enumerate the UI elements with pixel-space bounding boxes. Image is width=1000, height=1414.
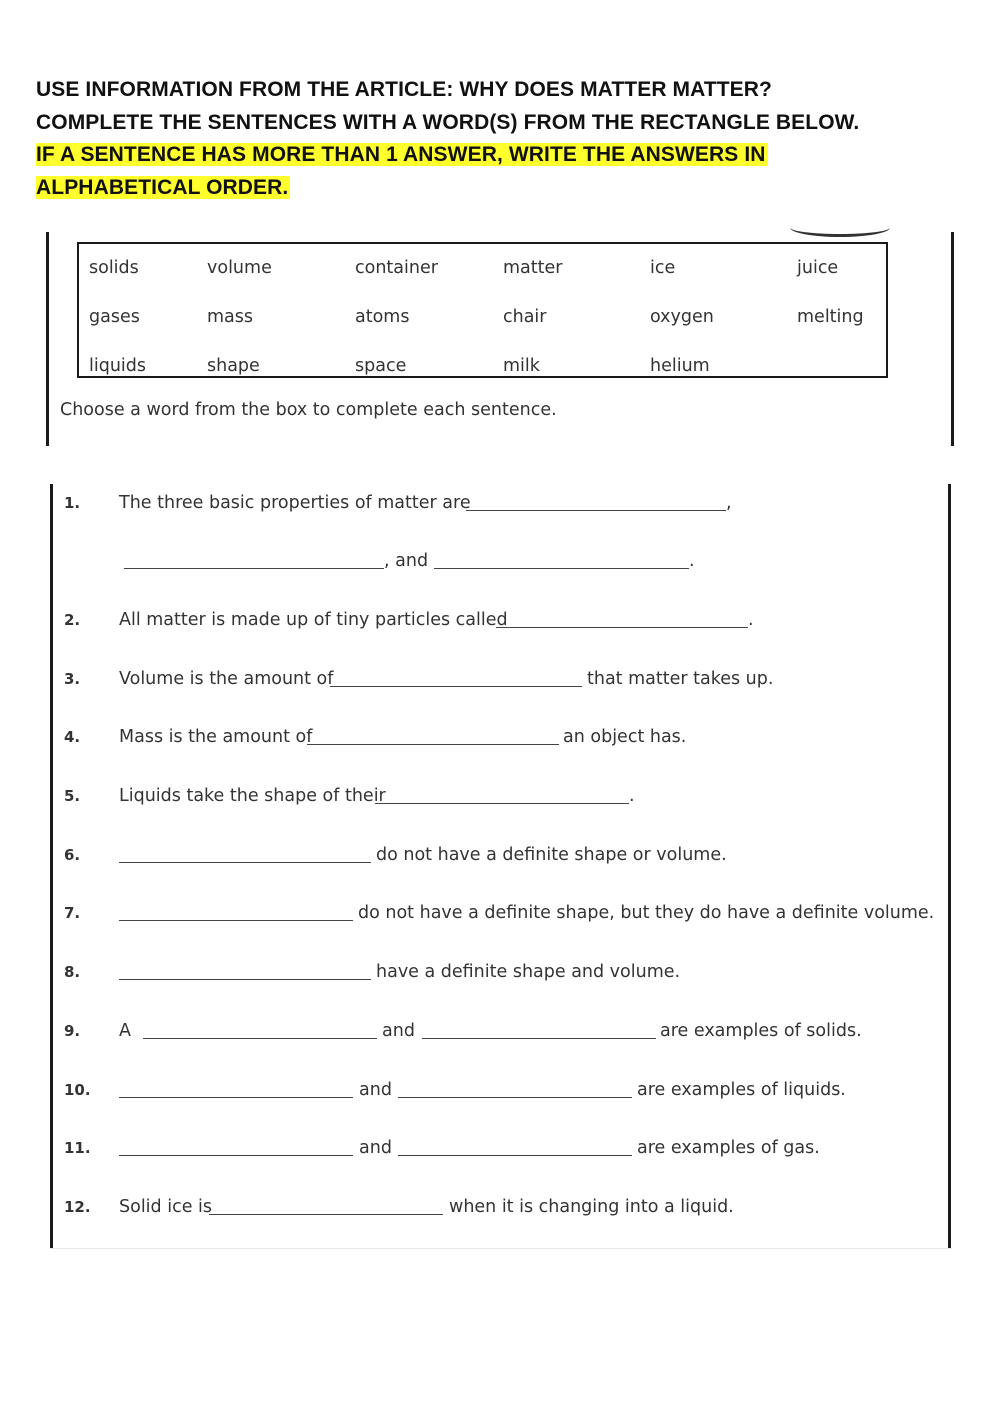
question-number: 6. — [64, 846, 81, 864]
question-1 — [64, 491, 944, 519]
question-number: 2. — [64, 611, 81, 629]
question-2 — [64, 608, 944, 636]
question-text: Mass is the amount of — [119, 727, 313, 747]
question-4 — [64, 725, 944, 753]
word-bank-item: gases — [89, 307, 140, 327]
question-text: and — [359, 1138, 392, 1158]
word-bank-item: helium — [650, 356, 710, 376]
question-10 — [64, 1078, 944, 1106]
word-bank-item: mass — [207, 307, 254, 327]
instructions — [36, 74, 976, 204]
question-number: 7. — [64, 904, 81, 922]
question-text: . — [689, 551, 695, 571]
word-bank-box — [77, 242, 888, 378]
question-text: and — [382, 1021, 415, 1041]
word-bank-item: ice — [650, 258, 676, 278]
answer-blank[interactable] — [434, 568, 689, 569]
answer-blank[interactable] — [119, 1155, 353, 1156]
question-text: that matter takes up. — [587, 669, 774, 689]
lower-right-border — [948, 484, 951, 1249]
question-6 — [64, 843, 944, 871]
word-bank-item: melting — [797, 307, 864, 327]
word-bank-item: oxygen — [650, 307, 714, 327]
word-bank-item: atoms — [355, 307, 410, 327]
question-text: when it is changing into a liquid. — [449, 1197, 734, 1217]
question-text: The three basic properties of matter are — [119, 493, 471, 513]
question-text: have a definite shape and volume. — [376, 962, 681, 982]
question-3 — [64, 667, 944, 695]
question-text: Liquids take the shape of their — [119, 786, 386, 806]
word-bank-item: volume — [207, 258, 272, 278]
instruction-line-2: COMPLETE THE SENTENCES WITH A WORD(S) FROM THE RECTANGLE BELOW. — [36, 110, 860, 134]
word-bank-item: milk — [503, 356, 540, 376]
word-bank-item: shape — [207, 356, 260, 376]
answer-blank[interactable] — [119, 920, 353, 921]
answer-blank[interactable] — [143, 1038, 377, 1039]
question-11 — [64, 1136, 944, 1164]
answer-blank[interactable] — [119, 1097, 353, 1098]
answer-blank[interactable] — [119, 979, 371, 980]
question-12 — [64, 1195, 944, 1223]
question-text: are examples of solids. — [660, 1021, 862, 1041]
answer-blank[interactable] — [398, 1097, 632, 1098]
word-bank-item: chair — [503, 307, 547, 327]
question-number: 4. — [64, 728, 81, 746]
answer-blank[interactable] — [375, 803, 629, 804]
question-text: , and — [384, 551, 429, 571]
instruction-line-4-highlighted: ALPHABETICAL ORDER. — [36, 175, 289, 199]
word-bank-item: space — [355, 356, 407, 376]
question-text: do not have a definite shape or volume. — [376, 845, 727, 865]
question-number: 10. — [64, 1081, 91, 1099]
question-1-continued — [64, 549, 944, 577]
question-5 — [64, 784, 944, 812]
decorative-arc — [790, 218, 890, 237]
word-bank-item: matter — [503, 258, 563, 278]
question-text: are examples of liquids. — [637, 1080, 846, 1100]
answer-blank[interactable] — [209, 1214, 443, 1215]
question-number: 12. — [64, 1198, 91, 1216]
question-7 — [64, 901, 944, 929]
answer-blank[interactable] — [119, 862, 371, 863]
word-bank-item: solids — [89, 258, 139, 278]
question-text: . — [629, 786, 635, 806]
question-number: 9. — [64, 1022, 81, 1040]
answer-blank[interactable] — [124, 568, 384, 569]
question-text: and — [359, 1080, 392, 1100]
question-number: 3. — [64, 670, 81, 688]
question-text: , — [726, 493, 732, 513]
word-bank-item: juice — [797, 258, 839, 278]
answer-blank[interactable] — [398, 1155, 632, 1156]
question-text: . — [748, 610, 754, 630]
bottom-divider — [50, 1248, 952, 1249]
question-text: All matter is made up of tiny particles called — [119, 610, 508, 630]
question-number: 11. — [64, 1139, 91, 1157]
upper-left-border — [46, 232, 49, 446]
question-text: Volume is the amount of — [119, 669, 334, 689]
upper-right-border — [951, 232, 954, 446]
question-number: 8. — [64, 963, 81, 981]
answer-blank[interactable] — [330, 686, 582, 687]
word-bank-item: liquids — [89, 356, 147, 376]
answer-blank[interactable] — [307, 744, 559, 745]
question-text: are examples of gas. — [637, 1138, 820, 1158]
word-bank-item: container — [355, 258, 438, 278]
question-number: 1. — [64, 494, 81, 512]
question-text: an object has. — [563, 727, 687, 747]
answer-blank[interactable] — [422, 1038, 656, 1039]
answer-blank[interactable] — [496, 627, 748, 628]
question-text: A — [119, 1021, 131, 1041]
answer-blank[interactable] — [466, 510, 726, 511]
question-number: 5. — [64, 787, 81, 805]
question-text: do not have a definite shape, but they do have a definite volume. — [358, 903, 935, 923]
lower-left-border — [50, 484, 53, 1249]
choose-instruction: Choose a word from the box to complete each sentence. — [60, 400, 557, 420]
question-9 — [64, 1019, 944, 1047]
instruction-line-3-highlighted: IF A SENTENCE HAS MORE THAN 1 ANSWER, WRITE THE ANSWERS IN — [36, 143, 766, 166]
question-8 — [64, 960, 944, 988]
question-text: Solid ice is — [119, 1197, 213, 1217]
instruction-line-1: USE INFORMATION FROM THE ARTICLE: WHY DOES MATTER MATTER? — [36, 78, 772, 101]
